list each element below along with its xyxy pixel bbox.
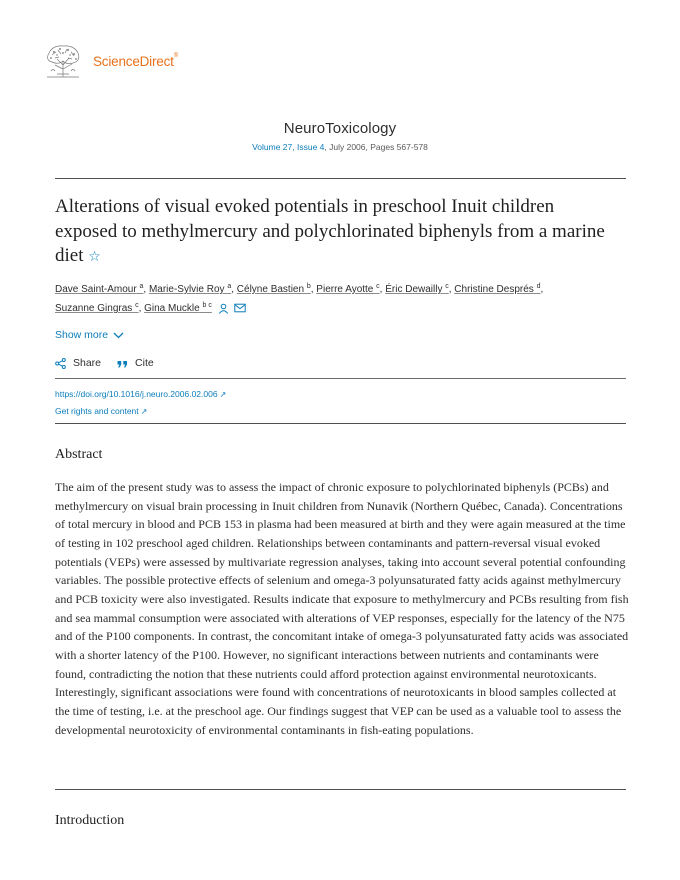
journal-name[interactable]: NeuroToxicology [283, 120, 397, 137]
share-icon [55, 358, 66, 369]
article-actions [55, 357, 170, 369]
divider [55, 378, 626, 379]
volume-issue-link[interactable]: Volume 27, Issue 4 [252, 142, 325, 152]
chevron-down-icon [113, 332, 124, 339]
logo-text: ScienceDirect® [93, 52, 178, 69]
introduction-heading: Introduction [55, 813, 125, 828]
cite-button[interactable] [117, 357, 154, 369]
author-link[interactable]: Suzanne Gingras $^c$ [55, 302, 139, 314]
share-button[interactable] [55, 357, 101, 369]
show-more-button[interactable] [55, 329, 124, 341]
star-footnote-icon[interactable]: ☆ [88, 249, 101, 265]
journal-info [0, 120, 680, 152]
divider [55, 423, 626, 424]
author-link[interactable]: Dave Saint-Amour $^a$ [55, 283, 144, 295]
divider [55, 178, 626, 179]
author-link[interactable]: Pierre Ayotte $^c$ [316, 283, 380, 295]
share-label: Share [73, 357, 102, 369]
author-link[interactable]: Éric Dewailly $^c$ [385, 283, 449, 295]
author-link[interactable]: Gina Muckle $^{b c}$ [144, 302, 212, 314]
rights-link[interactable]: Get rights and content ↗ [55, 406, 148, 416]
show-more-label: Show more [55, 329, 109, 341]
sciencedirect-logo[interactable] [43, 43, 178, 79]
divider [55, 789, 626, 790]
abstract-heading: Abstract [55, 447, 103, 462]
author-list: Dave Saint-Amour $^a$, Marie-Sylvie Roy $^a$, Célyne Bastien $^b$, Pierre Ayotte $^c$, Éric Dewailly $^c$, Christine Després $^d$, Suzanne Gingras $^c$, Gina Muckle $^{b c}$ [55, 283, 544, 314]
article-links [55, 386, 226, 420]
date-pages: , July 2006, Pages 567-578 [324, 142, 428, 152]
article-title: Alterations of visual evoked potentials in preschool Inuit children exposed to methylmercury and polychlorinated biphenyls from a marine diet ☆ [55, 196, 605, 266]
person-icon[interactable] [218, 303, 229, 314]
cite-label: Cite [135, 357, 154, 369]
author-link[interactable]: Christine Després $^d$ [454, 283, 541, 295]
quote-icon [117, 358, 128, 368]
author-link[interactable]: Célyne Bastien $^b$ [236, 283, 311, 295]
external-link-icon: ↗ [140, 407, 148, 416]
author-link[interactable]: Marie-Sylvie Roy $^a$ [148, 283, 232, 295]
elsevier-tree-icon [43, 43, 83, 79]
mail-icon[interactable] [234, 303, 246, 313]
doi-link[interactable]: https://doi.org/10.1016/j.neuro.2006.02.006 ↗ [55, 389, 227, 399]
abstract-text: The aim of the present study was to assess the impact of chronic exposure to polychlorinated biphenyls (PCBs) and methylmercury on visual brain processing in Inuit children from Nunavik (Northern Québec, Canada). Concentrations of total mercury in blood and PCB 153 in plasma had been measured at birth and they were again measured at the time of testing in 102 preschool aged children. Relationships between contaminants and pattern-reversal visual evoked potentials (VEPs) were assessed by multivariate regression analyses, taking into account several potential confounding variables. The possible protective effects of selenium and omega-3 polyunsaturated fatty acids against methylmercury and PCB toxicity were also investigated. Results indicate that exposure to methylmercury and PCBs resulting from fish and sea mammal consumption were associated with alterations of VEP responses, especially for the latency of the N75 and of the P100 components. In contrast, the concomitant intake of omega-3 polyunsaturated fatty acids was associated with a shorter latency of the P100. However, no significant interactions between nutrients and contaminants were found, contradicting the notion that these nutrients could afford protection against environmental neurotoxicants. Interestingly, significant associations were found with concentrations of neurotoxicants in blood samples collected at the time of testing, i.e. at the preschool age. Our findings suggest that VEP can be used as a valuable tool to assess the developmental neurotoxicity of environmental contaminants in fish-eating populations. [55, 480, 629, 737]
external-link-icon: ↗ [219, 390, 227, 399]
journal-issue-meta [0, 142, 680, 152]
